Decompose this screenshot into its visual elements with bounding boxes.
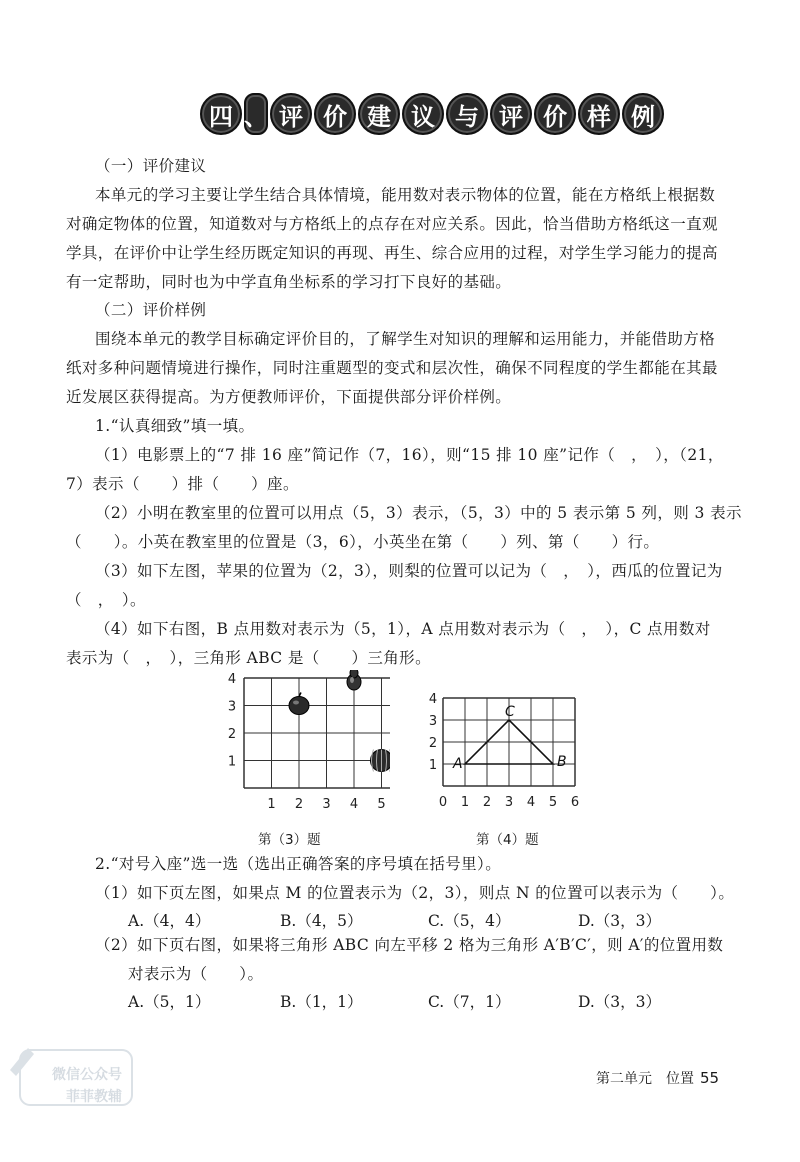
paragraph-line: 对确定物体的位置，知道数对与方格纸上的点存在对应关系。因此，恰当借助方格纸这一直观	[66, 215, 718, 233]
question-line: （1）电影票上的“7 排 16 座”简记作（7，16），则“15 排 10 座”记作（ ， ），（21，	[95, 446, 724, 464]
y-tick-label: 2	[227, 727, 237, 742]
title-char: 样	[578, 93, 620, 135]
question-line: （4）如下右图，B 点用数对表示为（5，1），A 点用数对表示为（ ， ），C 点用数对	[95, 620, 711, 638]
title-char: 例	[622, 93, 664, 135]
option-b: B.（4，5）	[280, 912, 363, 930]
figure-4-grid	[425, 684, 590, 814]
x-tick-label: 1	[460, 795, 470, 810]
y-tick-label: 4	[227, 672, 237, 687]
paragraph-line: 有一定帮助，同时也为中学直角坐标系的学习打下良好的基础。	[66, 273, 512, 291]
x-tick-label: 6	[570, 795, 580, 810]
y-tick-label: 1	[428, 758, 438, 773]
question-line: （3）如下左图，苹果的位置为（2，3），则梨的位置可以记为（ ， ），西瓜的位置记为	[95, 562, 723, 580]
x-tick-label: 2	[482, 795, 492, 810]
x-tick-label: 4	[349, 797, 359, 812]
paragraph-line: 学具，在评价中让学生经历既定知识的再现、再生、综合应用的过程，对学生学习能力的提高	[66, 244, 718, 262]
question-line: （1）如下页左图，如果点 M 的位置表示为（2，3），则点 N 的位置可以表示为（ ）。	[95, 884, 735, 902]
paragraph-line: 近发展区获得提高。为方便教师评价，下面提供部分评价样例。	[66, 388, 512, 406]
y-tick-label: 3	[227, 699, 237, 715]
question-line: 表示为（ ， ），三角形 ABC 是（ ）三角形。	[66, 649, 431, 667]
question-line: （2）如下页右图，如果将三角形 ABC 向左平移 2 格为三角形 A′B′C′，则 A′的位置用数	[95, 936, 724, 954]
x-tick-label: 5	[548, 795, 558, 810]
grid-lines	[244, 678, 390, 788]
question-1-title: 1.“认真细致”填一填。	[95, 417, 255, 435]
question-line: 7）表示（ ）排（ ）座。	[66, 475, 299, 493]
apple-icon	[289, 693, 309, 715]
x-tick-label: 2	[294, 797, 304, 812]
paragraph-line: 围绕本单元的教学目标确定评价目的，了解学生对知识的理解和运用能力，并能借助方格	[95, 330, 716, 348]
title-char: 价	[314, 93, 356, 135]
page-footer	[596, 1068, 719, 1088]
title-char: 、	[244, 93, 268, 135]
x-tick-label: 3	[322, 797, 331, 812]
section-2-heading: （二）评价样例	[95, 301, 207, 319]
option-c: C.（5，4）	[428, 912, 511, 930]
pear-icon	[347, 670, 361, 690]
title-char: 评	[270, 93, 312, 135]
watermark-line-2: 菲菲教辅	[66, 1089, 122, 1105]
option-d: D.（3，3）	[578, 912, 662, 930]
figure-3-caption: 第（3）题	[258, 832, 321, 848]
y-tick-label: 3	[428, 714, 438, 729]
section-1-heading: （一）评价建议	[95, 157, 207, 175]
point-label: B	[557, 754, 567, 770]
point-label: A	[453, 756, 463, 772]
section-title	[200, 93, 664, 137]
unit-label: 第二单元 位置	[596, 1071, 694, 1087]
option-c: C.（7，1）	[428, 993, 511, 1011]
page-number: 55	[700, 1069, 720, 1087]
paragraph-line: 纸对多种问题情境进行操作，同时注重题型的变式和层次性，确保不同程度的学生都能在其最	[66, 359, 718, 377]
title-char: 四	[200, 93, 242, 135]
question-line: （2）小明在教室里的位置可以用点（5，3）表示，（5，3）中的 5 表示第 5 列，则 3 表示	[95, 504, 742, 522]
x-tick-label: 5	[377, 797, 386, 812]
title-char: 议	[402, 93, 444, 135]
y-tick-label: 4	[428, 692, 438, 707]
question-line: 对表示为（ ）。	[128, 965, 264, 983]
title-char: 评	[490, 93, 532, 135]
title-char: 建	[358, 93, 400, 135]
question-line: （ ）。小英在教室里的位置是（3，6），小英坐在第（ ）列、第（ ）行。	[66, 533, 660, 551]
option-b: B.（1，1）	[280, 993, 363, 1011]
x-tick-label: 4	[526, 795, 536, 810]
y-tick-label: 1	[227, 754, 237, 770]
x-tick-label: 1	[267, 797, 276, 812]
watermark	[6, 1040, 136, 1110]
question-line: （ ， ）。	[66, 591, 146, 609]
title-char: 价	[534, 93, 576, 135]
figure-4-caption: 第（4）题	[476, 832, 539, 848]
option-d: D.（3，3）	[578, 993, 662, 1011]
option-a: A.（5，1）	[128, 993, 211, 1011]
paragraph-line: 本单元的学习主要让学生结合具体情境，能用数对表示物体的位置，能在方格纸上根据数	[95, 186, 716, 204]
x-tick-label: 3	[504, 795, 514, 810]
y-tick-label: 2	[428, 736, 438, 751]
figure-3-grid	[210, 670, 390, 820]
watermelon-icon	[371, 750, 391, 772]
option-a: A.（4，4）	[128, 912, 211, 930]
point-label: C	[505, 704, 515, 720]
title-char: 与	[446, 93, 488, 135]
x-tick-label: 0	[438, 795, 448, 810]
question-2-title: 2.“对号入座”选一选（选出正确答案的序号填在括号里）。	[95, 855, 502, 873]
watermark-line-1: 微信公众号	[52, 1067, 122, 1083]
